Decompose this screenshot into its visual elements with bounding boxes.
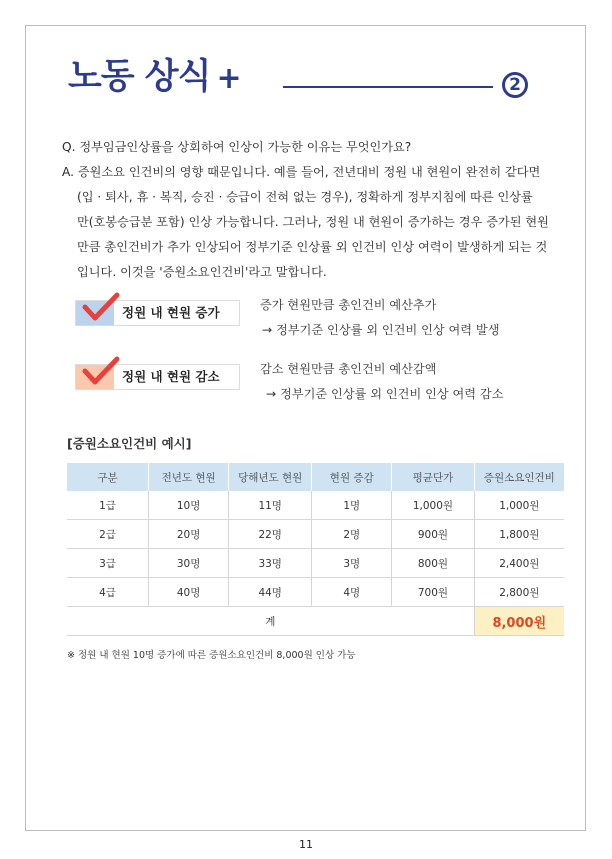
answer-line: A. 증원소요 인건비의 영향 때문입니다. 예를 들어, 전년대비 정원 내 현원이 완전히 같다면 — [62, 165, 541, 179]
table-cell: 33명 — [229, 549, 312, 578]
answer-line: 입니다. 이것을 '증원소요인건비'라고 말합니다. — [77, 265, 327, 279]
qa-block — [62, 135, 582, 285]
table-cell: 2급 — [67, 520, 149, 549]
page-title — [68, 57, 241, 97]
table-cell: 3명 — [312, 549, 392, 578]
table-row — [67, 578, 564, 607]
table-cell: 11명 — [229, 491, 312, 520]
table-cell: 20명 — [149, 520, 229, 549]
check-mark-icon — [81, 355, 121, 387]
comparison-desc — [260, 293, 499, 343]
table-header-row — [67, 463, 564, 491]
comparison-label: 정원 내 현원 증가 — [75, 300, 240, 326]
page-number: 11 — [299, 838, 313, 851]
table-cell: 22명 — [229, 520, 312, 549]
table-cell: 44명 — [229, 578, 312, 607]
comparison-desc — [260, 357, 503, 407]
comparison-decrease — [75, 357, 575, 401]
comparison-label: 정원 내 현원 감소 — [75, 364, 240, 390]
column-header: 전년도 현원 — [149, 463, 229, 491]
table-cell: 1,800원 — [474, 520, 564, 549]
column-header: 당해년도 현원 — [229, 463, 312, 491]
answer-text — [62, 160, 582, 285]
table-cell: 1명 — [312, 491, 392, 520]
table-cell: 10명 — [149, 491, 229, 520]
total-label: 계 — [67, 607, 474, 636]
table-cell: 4명 — [312, 578, 392, 607]
table-cell: 2명 — [312, 520, 392, 549]
example-table — [67, 463, 564, 636]
table-cell: 3급 — [67, 549, 149, 578]
table-cell: 800원 — [392, 549, 474, 578]
table-cell: 1,000원 — [392, 491, 474, 520]
answer-line: 만큼 총인건비가 추가 인상되어 정부기준 인상률 외 인건비 인상 여력이 발생하게 되는 것 — [77, 240, 548, 254]
title-text: 노동 상식 — [68, 57, 211, 97]
check-mark-icon — [81, 291, 121, 323]
table-cell: 30명 — [149, 549, 229, 578]
comparison-increase — [75, 293, 575, 337]
title-rule — [283, 86, 493, 88]
table-cell: 700원 — [392, 578, 474, 607]
table-cell: 1,000원 — [474, 491, 564, 520]
table-row — [67, 491, 564, 520]
column-header: 평균단가 — [392, 463, 474, 491]
table-row — [67, 549, 564, 578]
answer-line: (입 · 퇴사, 휴 · 복직, 승진 · 승급이 전혀 없는 경우), 정확하게 정부지침에 따른 인상률 — [77, 190, 533, 204]
comparison-line2: → 정부기준 인상률 외 인건비 인상 여력 감소 — [266, 387, 504, 401]
column-header: 증원소요인건비 — [474, 463, 564, 491]
title-plus: + — [216, 61, 241, 96]
total-value: 8,000원 — [474, 607, 564, 636]
table-cell: 40명 — [149, 578, 229, 607]
answer-line: 만(호봉승급분 포함) 인상 가능합니다. 그러나, 정원 내 현원이 증가하는 경우 증가된 현원 — [77, 215, 549, 229]
table-cell: 2,800원 — [474, 578, 564, 607]
table-cell: 2,400원 — [474, 549, 564, 578]
table-total-row — [67, 607, 564, 636]
question-text: Q. 정부임금인상률을 상회하여 인상이 가능한 이유는 무엇인가요? — [62, 140, 412, 154]
comparison-line2: → 정부기준 인상률 외 인건비 인상 여력 발생 — [262, 323, 500, 337]
table-cell: 1급 — [67, 491, 149, 520]
column-header: 구분 — [67, 463, 149, 491]
comparison-line1: 감소 현원만큼 총인건비 예산감액 — [260, 362, 437, 376]
example-title: [증원소요인건비 예시] — [67, 436, 192, 451]
table-cell: 4급 — [67, 578, 149, 607]
table-cell: 900원 — [392, 520, 474, 549]
section-number-badge: 2 — [502, 72, 528, 98]
column-header: 현원 증감 — [312, 463, 392, 491]
comparison-line1: 증가 현원만큼 총인건비 예산추가 — [260, 298, 437, 312]
footnote: ※ 정원 내 현원 10명 증가에 따른 증원소요인건비 8,000원 인상 가능 — [67, 650, 356, 661]
table-row — [67, 520, 564, 549]
